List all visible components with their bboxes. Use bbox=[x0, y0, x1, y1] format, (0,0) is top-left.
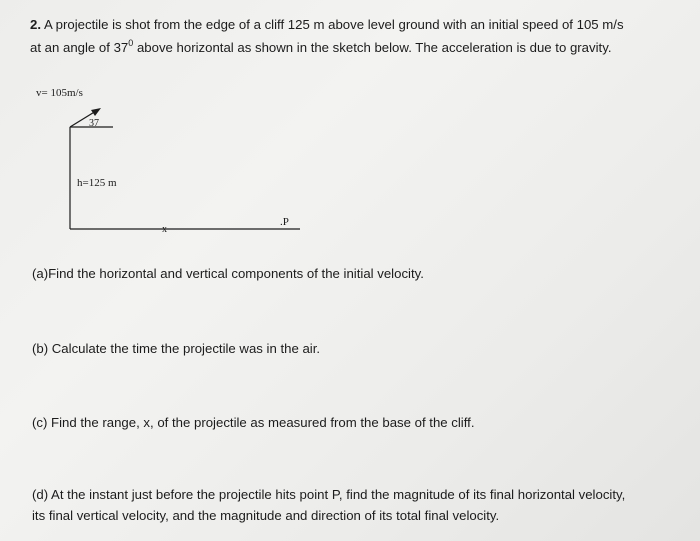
question-text: A projectile is shot from the edge of a cliff 125 m above level ground with an initial speed of 105 m/s bbox=[43, 17, 624, 32]
part-d bbox=[32, 484, 625, 526]
part-b: (b) Calculate the time the projectile was in the air. bbox=[32, 341, 321, 356]
height-label: h=125 m bbox=[77, 177, 117, 189]
part-a: (a)Find the horizontal and vertical components of the initial velocity. bbox=[32, 266, 424, 281]
degree-superscript: 0 bbox=[128, 38, 134, 48]
range-label: x bbox=[162, 224, 167, 235]
part-c: (c) Find the range, x, of the projectile as measured from the base of the cliff. bbox=[32, 415, 475, 430]
angle-text-post: above horizontal as shown in the sketch below. The acceleration is due to gravity. bbox=[133, 40, 612, 55]
velocity-label: v= 105m/s bbox=[36, 87, 83, 99]
point-p-label: .P bbox=[280, 216, 289, 228]
part-d-line-2: its final vertical velocity, and the magnitude and direction of its total final velocity. bbox=[32, 508, 500, 523]
arrowhead-icon bbox=[91, 108, 101, 116]
angle-label: 37 bbox=[89, 118, 99, 129]
part-d-line-1: (d) At the instant just before the projectile hits point P, find the magnitude of its final horizontal velocity, bbox=[32, 487, 626, 502]
angle-text-pre: at an angle of 37 bbox=[30, 40, 129, 55]
question-number: 2. bbox=[30, 17, 41, 32]
